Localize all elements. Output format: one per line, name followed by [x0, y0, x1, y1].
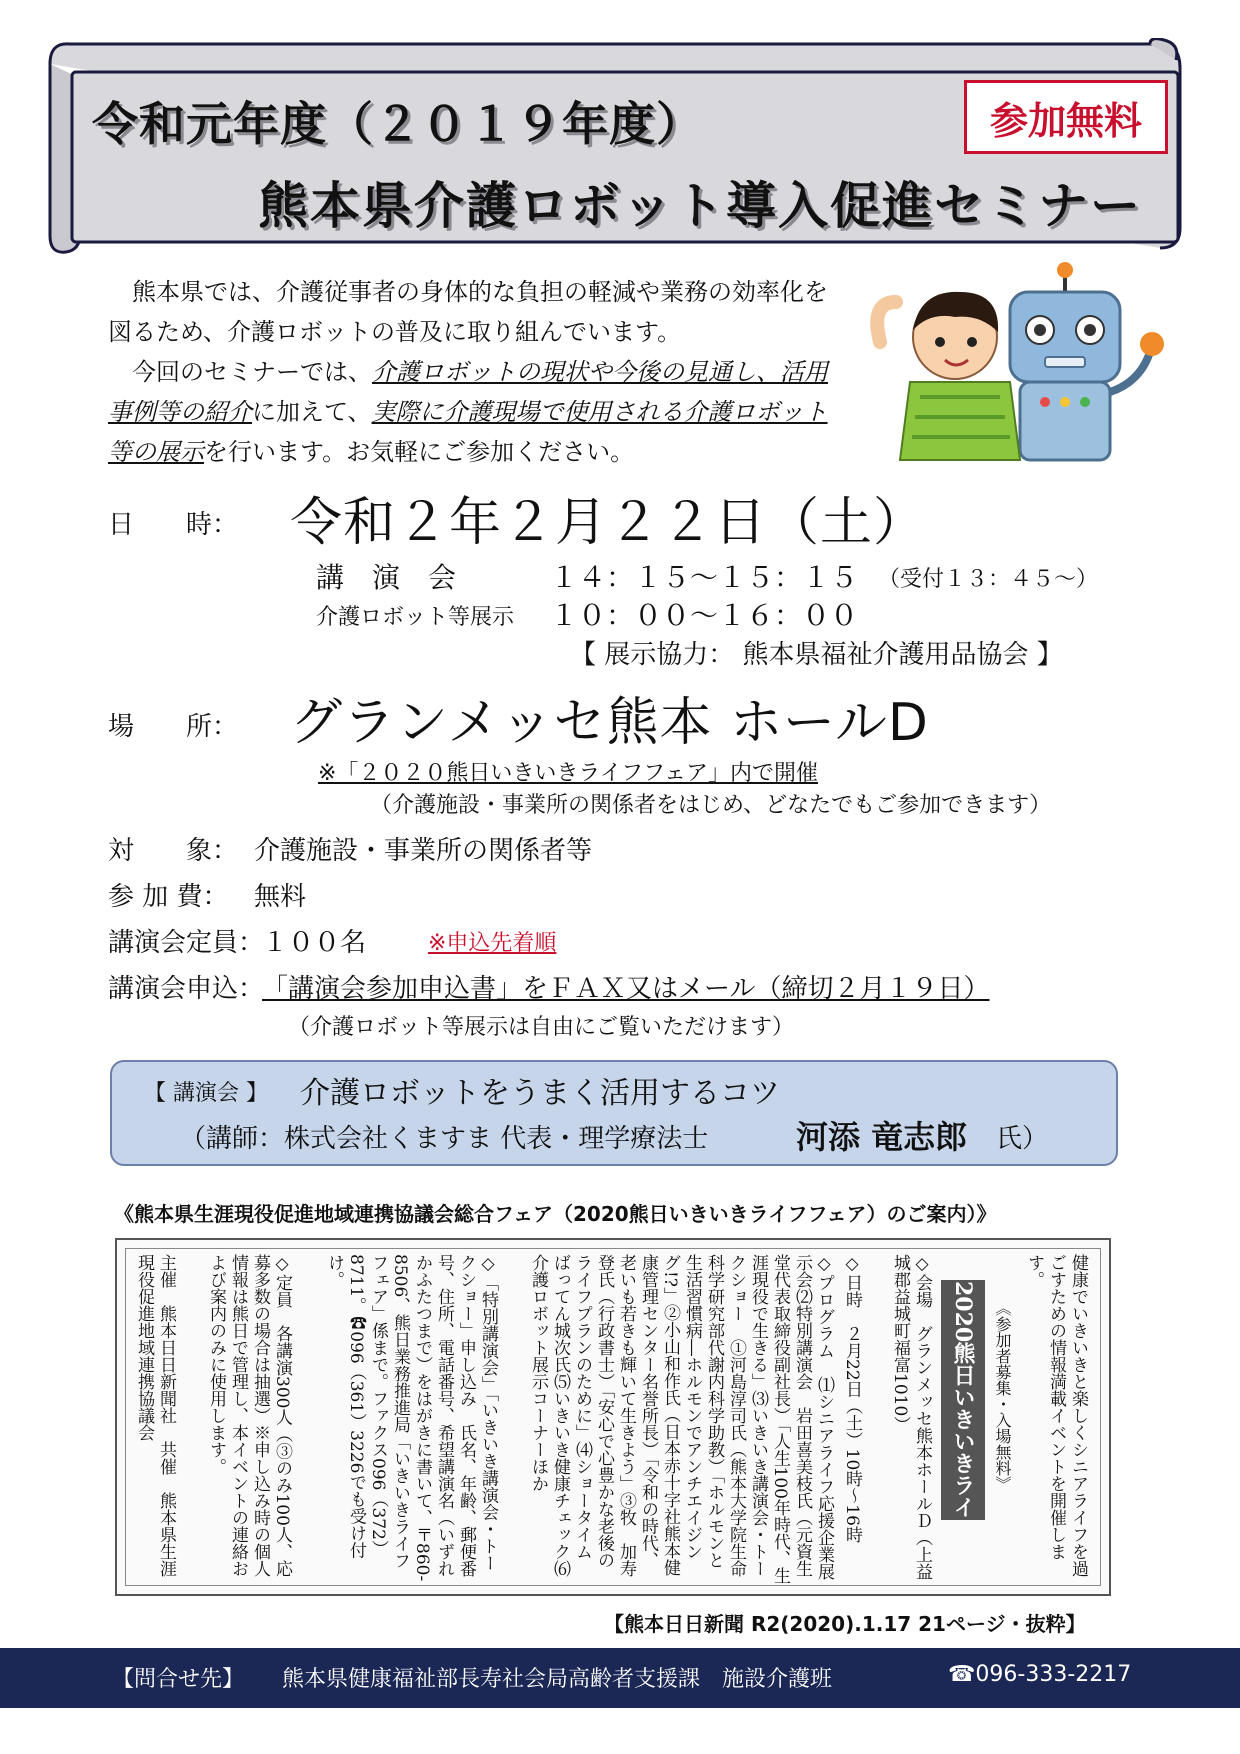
news-column-6: ◇定員 各講演300人（③のみ100人、応募多数の場合は抽選）※申し込み時の個人情報は熊日で管理し、本イベントの連絡および案内のみに使用します。: [206, 1254, 292, 1577]
news-column-5: ◇「特別講演会」「いきいき講演会・トークショー」申し込み 氏名、年齢、郵便番号、住所、電話番号、希望講演名（いずれかふたつまで）をはがきに書いて、〒860-8506、熊日業務推進局「いきいきライフフェア」係まで。ファクス096（372）8711。☎096（361）3226でも受け付け。: [324, 1254, 498, 1582]
speaker-name: 河添 竜志郎: [796, 1118, 968, 1156]
capacity-note: ※申込先着順: [428, 931, 557, 956]
news-column-1: 健康でいきいきと楽しくシニアライフを過ごすための情報満載イベントを開催します。: [1024, 1254, 1088, 1577]
place-note-1: ※「２０２０熊日いきいきライフフェア」内で開催: [318, 761, 819, 786]
news-headline: 2020熊日いきいきライ: [941, 1280, 985, 1520]
lecture-reception: （受付１３：４５～）: [878, 567, 1099, 592]
place-label: 場 所：: [108, 712, 239, 742]
intro-text: [108, 272, 848, 472]
place-note-2: （介護施設・事業所の関係者をはじめ、どなたでもご参加できます）: [370, 793, 1052, 818]
news-subhead: 《参加者募集・入場無料》: [993, 1300, 1012, 1492]
free-admission-badge: 参加無料: [964, 80, 1168, 154]
underline-text-2: 実際に介護現場で使用される介護ロボット等の展示: [108, 398, 828, 466]
date-label: 日 時：: [108, 510, 239, 540]
newspaper-clipping: [115, 1238, 1111, 1596]
contact-label: 【問合せ先】: [112, 1667, 245, 1692]
exhibit-time: １０：００～１６：００: [550, 599, 859, 632]
contact-organization: 熊本県健康福祉部長寿社会局高齢者支援課 施設介護班: [282, 1667, 833, 1692]
title-line-2: 熊本県介護ロボット導入促進セミナー: [258, 177, 1142, 235]
speaker-suffix: 氏）: [996, 1124, 1049, 1154]
apply-note: （介護ロボット等展示は自由にご覧いただけます）: [288, 1015, 795, 1040]
date-value: 令和２年２月２２日（土）: [290, 493, 927, 553]
exhibit-cooperation: 【 展示協力： 熊本県福祉介護用品協会 】: [570, 640, 1063, 670]
boy-and-robot-illustration: [860, 262, 1180, 462]
lecture-label: 講 演 会: [316, 561, 457, 594]
news-column-7: 主催 熊本日日新聞社 共催 熊本県生涯現役促進地域連携協議会: [134, 1254, 176, 1577]
fee-label: 参 加 費：: [108, 882, 229, 912]
news-source: 【熊本日日新聞 R2(2020).1.17 21ページ・抜粋】: [604, 1612, 1086, 1636]
news-heading: 《熊本県生涯現役促進地域連携協議会総合フェア（2020熊日いきいきライフフェア）のご案内）》: [114, 1202, 997, 1226]
news-column-4: ◇プログラム ⑴シニアライフ応援企業展示会⑵特別講演会 岩田喜美枝氏（元資生堂代表取締役副社長）「人生100年時代、生涯現役で生きる」⑶いきいき講演会・トークショー ①河島淳司氏（熊本大学院生命科学研究部代謝内科学助教）「ホルモンと生活習慣病―ホルモンでアンチエイジング!?」②小山和作氏（日本赤十字社熊本健康管理センター名誉所長）「令和の時代、老いも若きも輝いて生きよう」③牧 加寿登氏（行政書士）「安心で心豊かな老後のライフプランのために」⑷ショータイム ばってん城次氏⑸いきいき健康チェック⑹介護ロボット展示コーナーほか: [528, 1254, 834, 1584]
exhibit-label: 介護ロボット等展示: [316, 605, 515, 630]
lecture-time: １４：１５～１５：１５: [550, 561, 859, 594]
capacity-label: 講演会定員：: [108, 928, 265, 958]
target-value: 介護施設・事業所の関係者等: [254, 836, 593, 866]
speaker-prefix: （講師：株式会社くますま 代表・理学療法士: [180, 1124, 709, 1154]
capacity-value: １００名: [262, 928, 367, 958]
fee-value: 無料: [254, 882, 307, 912]
contact-phone[interactable]: ☎096-333-2217: [948, 1662, 1132, 1687]
target-label: 対 象：: [108, 836, 239, 866]
intro-paragraph-1: 熊本県では、介護従事者の身体的な負担の軽減や業務の効率化を図るため、介護ロボットの普及に取り組んでいます。: [108, 278, 828, 346]
apply-value: 「講演会参加申込書」をＦＡＸ又はメール（締切２月１９日）: [262, 974, 990, 1004]
lecture-title: 介護ロボットをうまく活用するコツ: [300, 1076, 780, 1111]
intro-paragraph-2: 今回のセミナーでは、介護ロボットの現状や今後の見通し、活用事例等の紹介に加えて、実際に介護現場で使用される介護ロボット等の展示を行います。お気軽にご参加ください。: [108, 358, 828, 466]
place-value: グランメッセ熊本 ホールD: [290, 693, 929, 753]
underline-text-1: 介護ロボットの現状や今後の見通し、活用事例等の紹介: [108, 358, 828, 426]
news-column-2: ◇会場 グランメッセ熊本ホールＤ（上益城郡益城町福富1010）: [890, 1254, 932, 1580]
title-line-1: 令和元年度（２０１９年度）: [92, 97, 703, 151]
apply-label: 講演会申込：: [108, 974, 265, 1004]
lecture-tag: 【 講演会 】: [144, 1081, 268, 1106]
news-column-3: ◇日時 ２月22日（土）10時～16時: [842, 1254, 862, 1543]
